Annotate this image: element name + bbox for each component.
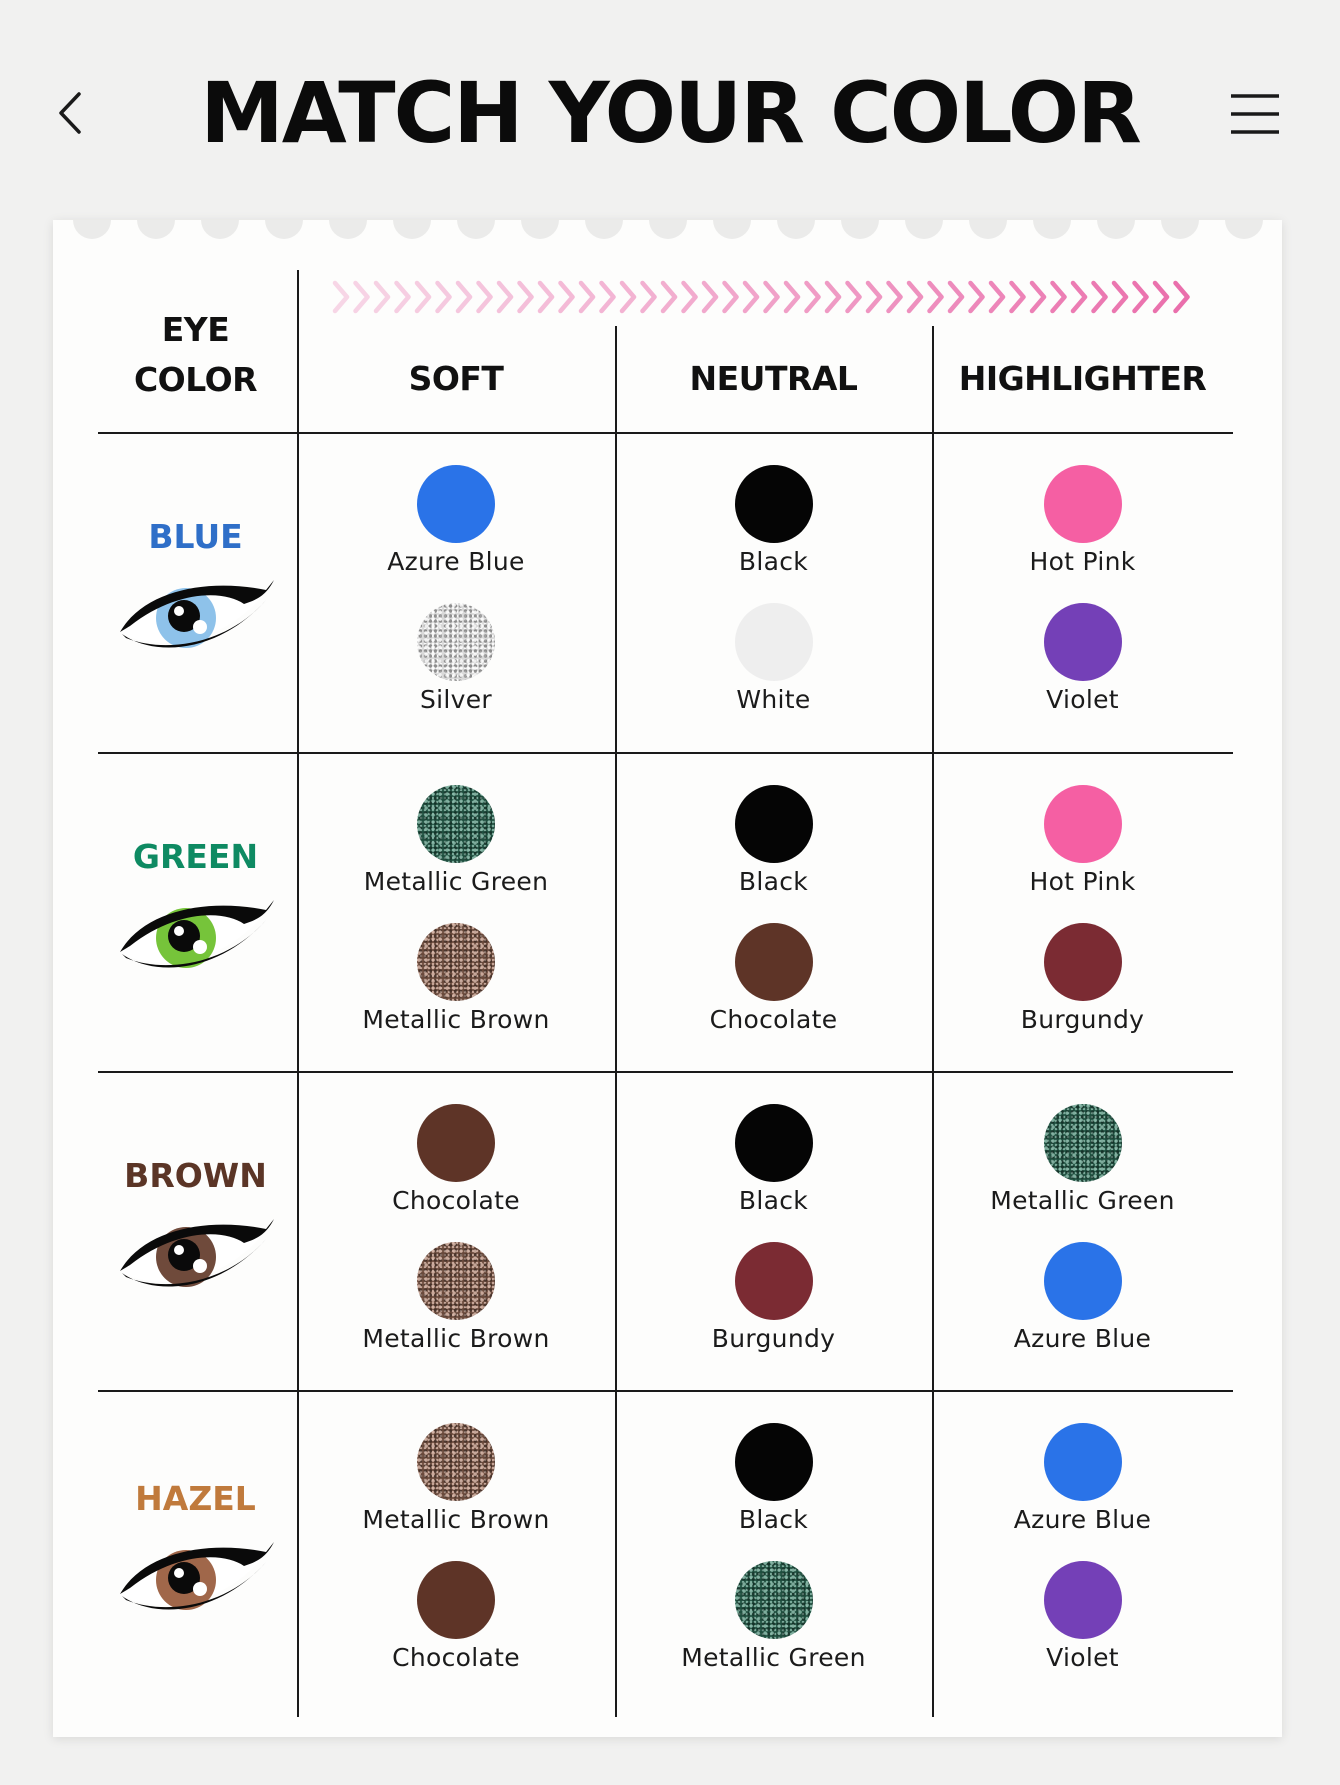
color-name-label: Silver bbox=[419, 685, 492, 714]
eye-icon bbox=[116, 1532, 276, 1622]
scallop-notch bbox=[1033, 220, 1071, 239]
chevron-arrow-icon bbox=[520, 283, 532, 311]
chevron-arrow-icon bbox=[397, 283, 409, 311]
color-name-label: Chocolate bbox=[392, 1186, 520, 1215]
color-name-label: Chocolate bbox=[392, 1643, 520, 1672]
eye-color-header-line2: COLOR bbox=[133, 360, 258, 399]
color-swatch[interactable] bbox=[297, 465, 615, 576]
color-dot[interactable] bbox=[417, 785, 495, 863]
color-swatch[interactable] bbox=[615, 1242, 932, 1353]
column-header-soft: SOFT bbox=[408, 359, 504, 398]
top-bar bbox=[0, 0, 1340, 210]
color-dot[interactable] bbox=[417, 1104, 495, 1182]
color-dot[interactable] bbox=[735, 785, 813, 863]
color-swatch[interactable] bbox=[615, 603, 932, 714]
color-swatch[interactable] bbox=[297, 923, 615, 1034]
chevron-arrow-icon bbox=[1094, 283, 1106, 311]
scallop-notch bbox=[1225, 220, 1263, 239]
menu-button[interactable] bbox=[1225, 88, 1285, 140]
row-divider bbox=[98, 432, 1233, 434]
color-dot[interactable] bbox=[1044, 465, 1122, 543]
chevron-arrow-icon bbox=[581, 283, 593, 311]
color-name-label: Black bbox=[738, 1186, 809, 1215]
color-name-label: Burgundy bbox=[1020, 1005, 1145, 1034]
chevron-arrow-icon bbox=[848, 283, 860, 311]
row-divider bbox=[98, 752, 1233, 754]
color-dot[interactable] bbox=[1044, 785, 1122, 863]
color-name-label: Black bbox=[738, 547, 809, 576]
color-dot[interactable] bbox=[735, 603, 813, 681]
chevron-arrow-icon bbox=[930, 283, 942, 311]
chevron-arrow-icon bbox=[684, 283, 696, 311]
back-button[interactable] bbox=[48, 88, 92, 138]
scallop-notch bbox=[905, 220, 943, 239]
color-dot[interactable] bbox=[417, 1561, 495, 1639]
color-name-label: Black bbox=[738, 867, 809, 896]
chevron-arrow-icon bbox=[479, 283, 491, 311]
color-dot[interactable] bbox=[735, 1423, 813, 1501]
chevron-arrow-icon bbox=[868, 283, 880, 311]
color-name-label: Metallic Green bbox=[990, 1186, 1175, 1215]
chevron-arrow-icon bbox=[1135, 283, 1147, 311]
color-name-label: Chocolate bbox=[709, 1005, 838, 1034]
column-header-neutral: NEUTRAL bbox=[689, 359, 858, 398]
scallop-notch bbox=[713, 220, 751, 239]
color-name-label: Black bbox=[738, 1505, 809, 1534]
eye-icon bbox=[116, 570, 276, 660]
color-name-label: Metallic Brown bbox=[362, 1005, 550, 1034]
color-name-label: Azure Blue bbox=[1013, 1505, 1152, 1534]
scallop-notch bbox=[1161, 220, 1199, 239]
chevron-arrow-icon bbox=[827, 283, 839, 311]
scallop-notch bbox=[969, 220, 1007, 239]
chevron-arrow-icon bbox=[499, 283, 511, 311]
color-name-label: Hot Pink bbox=[1029, 547, 1136, 576]
chevron-arrow-icon bbox=[376, 283, 388, 311]
color-name-label: Metallic Green bbox=[681, 1643, 866, 1672]
chevron-arrow-icon bbox=[356, 283, 368, 311]
color-dot[interactable] bbox=[1044, 1104, 1122, 1182]
scallop-notch bbox=[777, 220, 815, 239]
row-divider bbox=[98, 1390, 1233, 1392]
color-dot[interactable] bbox=[735, 1242, 813, 1320]
chevron-left-icon bbox=[55, 90, 85, 136]
color-dot[interactable] bbox=[417, 1242, 495, 1320]
color-swatch[interactable] bbox=[615, 1423, 932, 1534]
color-swatch[interactable] bbox=[615, 923, 932, 1034]
color-dot[interactable] bbox=[1044, 1561, 1122, 1639]
chevron-arrow-icon bbox=[807, 283, 819, 311]
torn-paper-edge bbox=[53, 220, 1282, 244]
color-swatch[interactable] bbox=[297, 1242, 615, 1353]
chevron-arrow-icon bbox=[335, 283, 347, 311]
chevron-arrow-icon bbox=[622, 283, 634, 311]
color-swatch[interactable] bbox=[297, 1561, 615, 1672]
scallop-notch bbox=[521, 220, 559, 239]
chevron-arrow-icon bbox=[1176, 283, 1188, 311]
chevron-arrow-icon bbox=[663, 283, 675, 311]
chevron-arrow-icon bbox=[909, 283, 921, 311]
eye-icon bbox=[116, 1209, 276, 1299]
color-dot[interactable] bbox=[1044, 923, 1122, 1001]
color-dot[interactable] bbox=[1044, 603, 1122, 681]
scallop-notch bbox=[1097, 220, 1135, 239]
eye-color-label-hazel: HAZEL bbox=[135, 1478, 256, 1518]
column-header-highlighter: HIGHLIGHTER bbox=[958, 359, 1207, 398]
scallop-notch bbox=[73, 220, 111, 239]
chevron-arrow-icon bbox=[991, 283, 1003, 311]
eye-color-header-line1: EYE bbox=[161, 310, 230, 349]
chevron-arrow-icon bbox=[1012, 283, 1024, 311]
chevron-arrow-icon bbox=[438, 283, 450, 311]
color-swatch[interactable] bbox=[615, 1104, 932, 1215]
color-dot[interactable] bbox=[417, 465, 495, 543]
chevron-arrow-icon bbox=[889, 283, 901, 311]
color-dot[interactable] bbox=[1044, 1423, 1122, 1501]
chevron-arrow-icon bbox=[540, 283, 552, 311]
eye-color-header bbox=[98, 305, 293, 405]
row-divider bbox=[98, 1071, 1233, 1073]
chevron-arrow-icon bbox=[950, 283, 962, 311]
chevron-arrow-icon bbox=[1053, 283, 1065, 311]
color-swatch[interactable] bbox=[932, 785, 1233, 896]
chevron-arrow-icon bbox=[766, 283, 778, 311]
scallop-notch bbox=[649, 220, 687, 239]
eye-color-label-blue: BLUE bbox=[148, 517, 243, 556]
chevron-arrow-icon bbox=[704, 283, 716, 311]
color-name-label: Metallic Green bbox=[363, 867, 549, 896]
chevron-arrow-icon bbox=[417, 283, 429, 311]
chevron-arrow-icon bbox=[1073, 283, 1085, 311]
chevron-arrow-icon bbox=[725, 283, 737, 311]
hamburger-menu-icon bbox=[1229, 92, 1281, 136]
chevron-arrow-icon bbox=[786, 283, 798, 311]
color-dot[interactable] bbox=[1044, 1242, 1122, 1320]
color-swatch[interactable] bbox=[932, 603, 1233, 714]
color-swatch[interactable] bbox=[297, 1104, 615, 1215]
color-swatch[interactable] bbox=[615, 465, 932, 576]
eye-color-label-brown: BROWN bbox=[124, 1155, 267, 1195]
color-swatch[interactable] bbox=[297, 603, 615, 714]
color-dot[interactable] bbox=[417, 923, 495, 1001]
chevron-arrow-icon bbox=[561, 283, 573, 311]
scallop-notch bbox=[201, 220, 239, 239]
scallop-notch bbox=[393, 220, 431, 239]
eye-icon bbox=[116, 890, 276, 980]
color-name-label: Metallic Brown bbox=[362, 1505, 550, 1534]
color-swatch[interactable] bbox=[932, 1104, 1233, 1215]
chevron-arrow-icon bbox=[1155, 283, 1167, 311]
color-name-label: Azure Blue bbox=[387, 547, 525, 576]
scallop-notch bbox=[329, 220, 367, 239]
color-dot[interactable] bbox=[735, 923, 813, 1001]
color-swatch[interactable] bbox=[932, 1561, 1233, 1672]
color-name-label: Violet bbox=[1046, 1643, 1119, 1672]
gradient-arrows-decoration bbox=[331, 280, 1203, 314]
color-swatch[interactable] bbox=[932, 465, 1233, 576]
scallop-notch bbox=[841, 220, 879, 239]
color-name-label: Burgundy bbox=[711, 1324, 836, 1353]
color-chart-card bbox=[53, 220, 1282, 1737]
color-name-label: White bbox=[736, 685, 811, 714]
color-name-label: Metallic Brown bbox=[362, 1324, 550, 1353]
chevron-arrow-icon bbox=[643, 283, 655, 311]
chevron-arrow-icon bbox=[1114, 283, 1126, 311]
color-name-label: Violet bbox=[1046, 685, 1119, 714]
chevron-arrow-icon bbox=[745, 283, 757, 311]
color-swatch[interactable] bbox=[932, 1423, 1233, 1534]
color-swatch[interactable] bbox=[932, 1242, 1233, 1353]
color-dot[interactable] bbox=[417, 603, 495, 681]
page-title: MATCH YOUR COLOR bbox=[200, 64, 1140, 162]
chevron-arrow-icon bbox=[971, 283, 983, 311]
color-swatch[interactable] bbox=[297, 785, 615, 896]
color-dot[interactable] bbox=[735, 465, 813, 543]
chevron-arrow-icon bbox=[1032, 283, 1044, 311]
color-dot[interactable] bbox=[735, 1561, 813, 1639]
color-name-label: Hot Pink bbox=[1029, 867, 1136, 896]
chevron-arrow-icon bbox=[602, 283, 614, 311]
color-dot[interactable] bbox=[735, 1104, 813, 1182]
color-dot[interactable] bbox=[417, 1423, 495, 1501]
scallop-notch bbox=[585, 220, 623, 239]
chevron-arrow-icon bbox=[458, 283, 470, 311]
color-swatch[interactable] bbox=[615, 1561, 932, 1672]
scallop-notch bbox=[137, 220, 175, 239]
scallop-notch bbox=[265, 220, 303, 239]
scallop-notch bbox=[457, 220, 495, 239]
color-name-label: Azure Blue bbox=[1013, 1324, 1152, 1353]
color-swatch[interactable] bbox=[615, 785, 932, 896]
color-swatch[interactable] bbox=[932, 923, 1233, 1034]
color-swatch[interactable] bbox=[297, 1423, 615, 1534]
eye-color-label-green: GREEN bbox=[132, 836, 259, 876]
